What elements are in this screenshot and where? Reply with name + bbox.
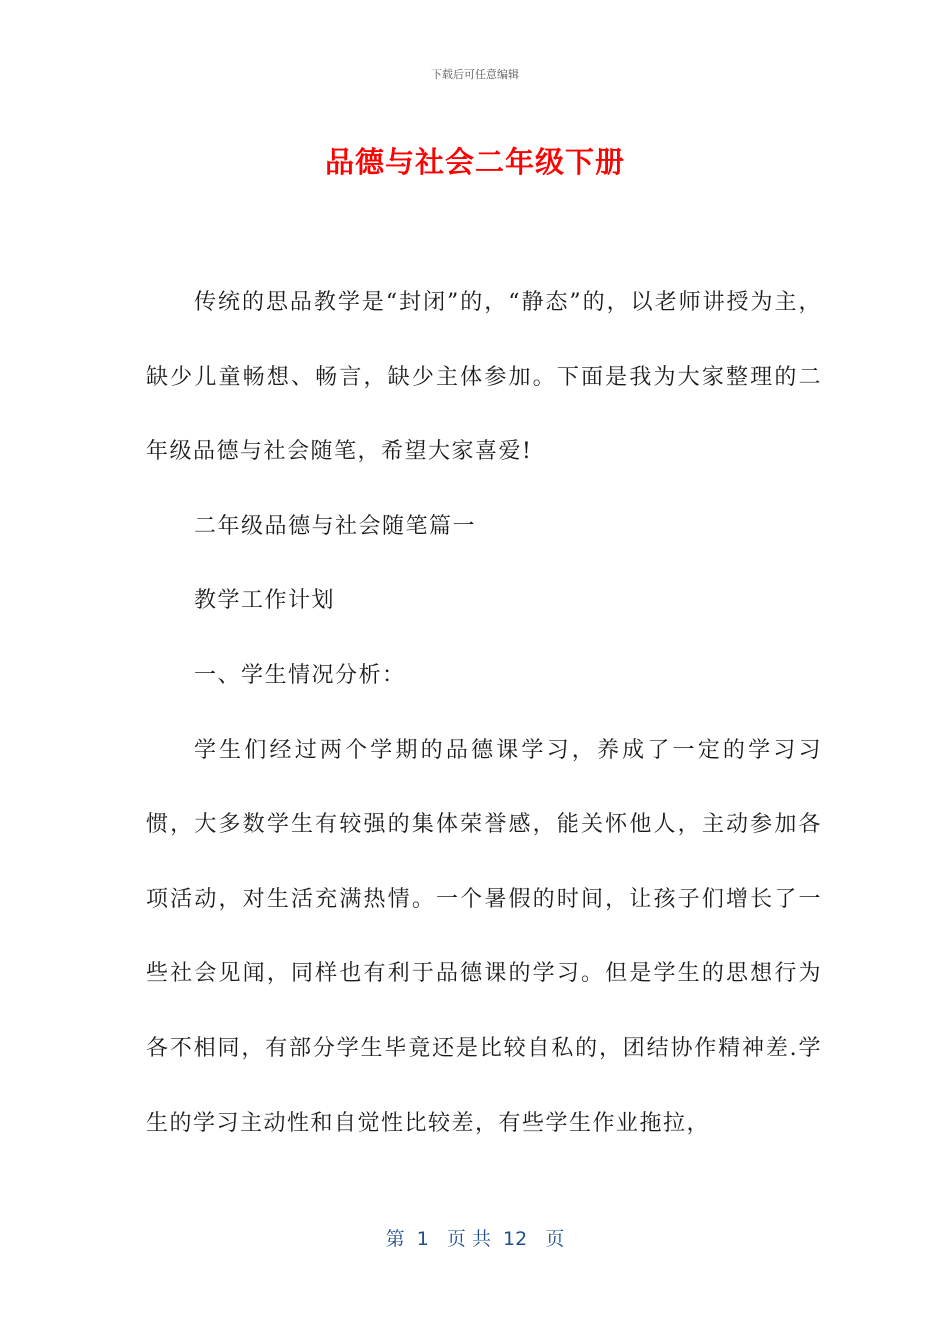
document-body: [146, 266, 822, 1161]
paragraph-analysis-heading: 一、学生情况分析：: [194, 662, 406, 688]
paragraph-section-heading: 二年级品德与社会随笔篇一: [194, 513, 477, 539]
paragraph-plan-heading: 教学工作计划: [194, 588, 336, 614]
paragraph-intro: 传统的思品教学是“封闭”的，“静态”的，以老师讲授为主，缺少儿童畅想、畅言，缺少主体参加。下面是我为大家整理的二年级品德与社会随笔，希望大家喜爱!: [146, 290, 822, 465]
paragraph-analysis-body: 学生们经过两个学期的品德课学习，养成了一定的学习习惯，大多数学生有较强的集体荣誉感，能关怀他人，主动参加各项活动，对生活充满热情。一个暑假的时间，让孩子们增长了一些社会见闻，同样也有利于品德课的学习。但是学生的思想行为各不相同，有部分学生毕竟还是比较自私的，团结协作精神差.学生的学习主动性和自觉性比较差，有些学生作业拖拉，: [146, 737, 822, 1136]
page-number-footer: 第 1 页 共 12 页: [385, 1228, 565, 1250]
document-title: 品德与社会二年级下册: [324, 145, 625, 179]
header-note: 下载后可任意编辑: [431, 68, 519, 81]
